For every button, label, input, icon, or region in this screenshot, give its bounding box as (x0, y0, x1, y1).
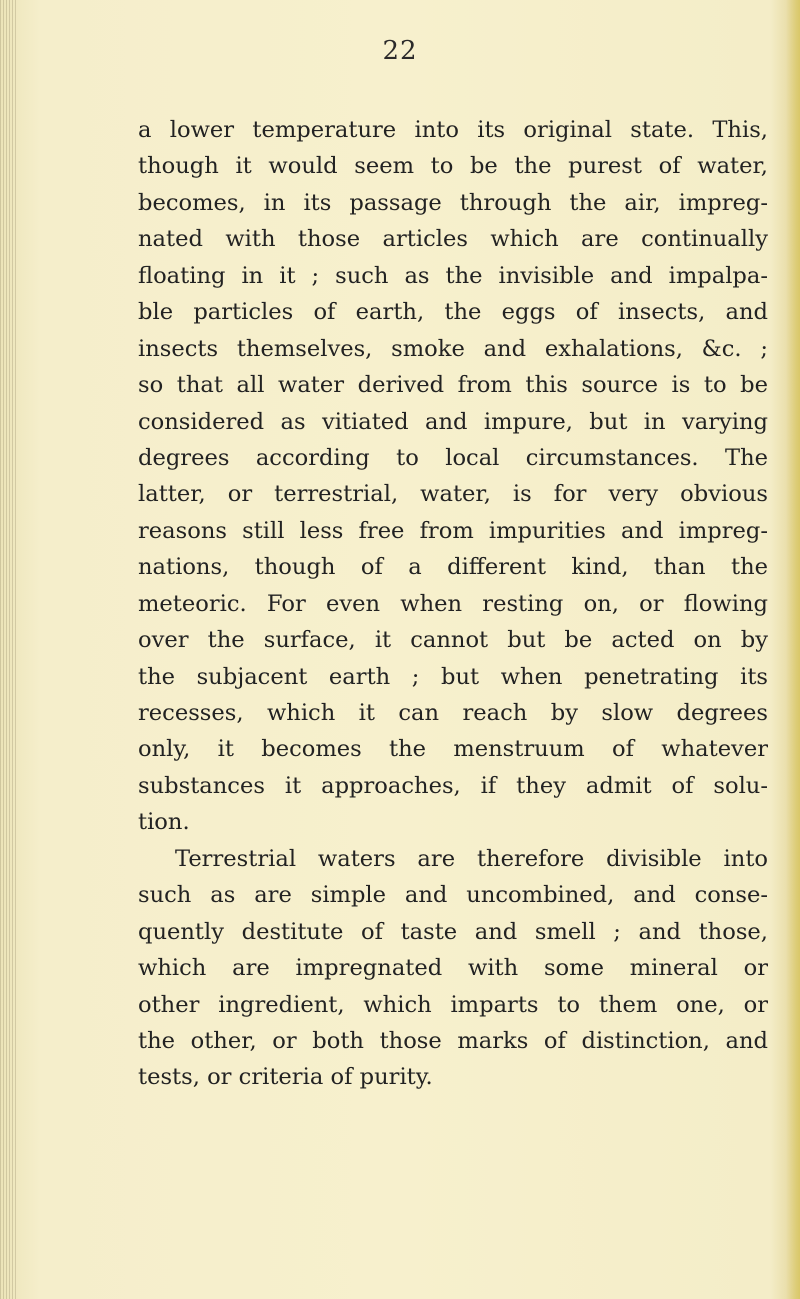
text-line: tests, or criteria of purity. (138, 1064, 433, 1091)
text-line: quently destitute of taste and smell ; and those, (138, 918, 768, 945)
text-line: such as are simple and uncombined, and conse- (138, 882, 768, 909)
body-text (138, 112, 768, 1096)
text-line: tion. (138, 809, 190, 836)
text-line: meteoric. For even when resting on, or flowing (138, 590, 768, 617)
text-line: recesses, which it can reach by slow degrees (138, 700, 768, 726)
text-line: insects themselves, smoke and exhalations, &c. ; (138, 335, 768, 362)
text-line: nations, though of a different kind, than the (138, 554, 768, 581)
text-line: reasons still less free from impurities and impreg- (138, 517, 768, 544)
text-line: ble particles of earth, the eggs of insects, and (138, 299, 768, 326)
text-line: degrees according to local circumstances. The (138, 444, 768, 471)
text-line: becomes, in its passage through the air, impreg- (138, 189, 768, 216)
text-line: Terrestrial waters are therefore divisible into (175, 845, 768, 872)
text-line: a lower temperature into its original state. This, (138, 117, 768, 143)
text-line: so that all water derived from this source is to be (138, 372, 768, 399)
text-line: floating in it ; such as the invisible and impalpa- (138, 262, 768, 289)
text-line: latter, or terrestrial, water, is for very obvious (138, 481, 768, 508)
text-line: over the surface, it cannot but be acted on by (138, 627, 768, 654)
text-line: only, it becomes the menstruum of whatever (138, 736, 768, 763)
text-line: considered as vitiated and impure, but in varying (138, 408, 768, 435)
text-line: the subjacent earth ; but when penetrating its (138, 663, 768, 690)
text-line: though it would seem to be the purest of water, (138, 153, 768, 180)
binding-gutter (0, 0, 16, 1299)
text-line: the other, or both those marks of distinction, and (138, 1027, 768, 1054)
page-number: 22 (382, 36, 418, 66)
text-line: other ingredient, which imparts to them one, or (138, 991, 768, 1018)
text-line: nated with those articles which are continually (138, 226, 768, 253)
text-line: which are impregnated with some mineral or (138, 955, 768, 982)
page-edge (786, 0, 800, 1299)
text-line: substances it approaches, if they admit of solu- (138, 772, 768, 799)
